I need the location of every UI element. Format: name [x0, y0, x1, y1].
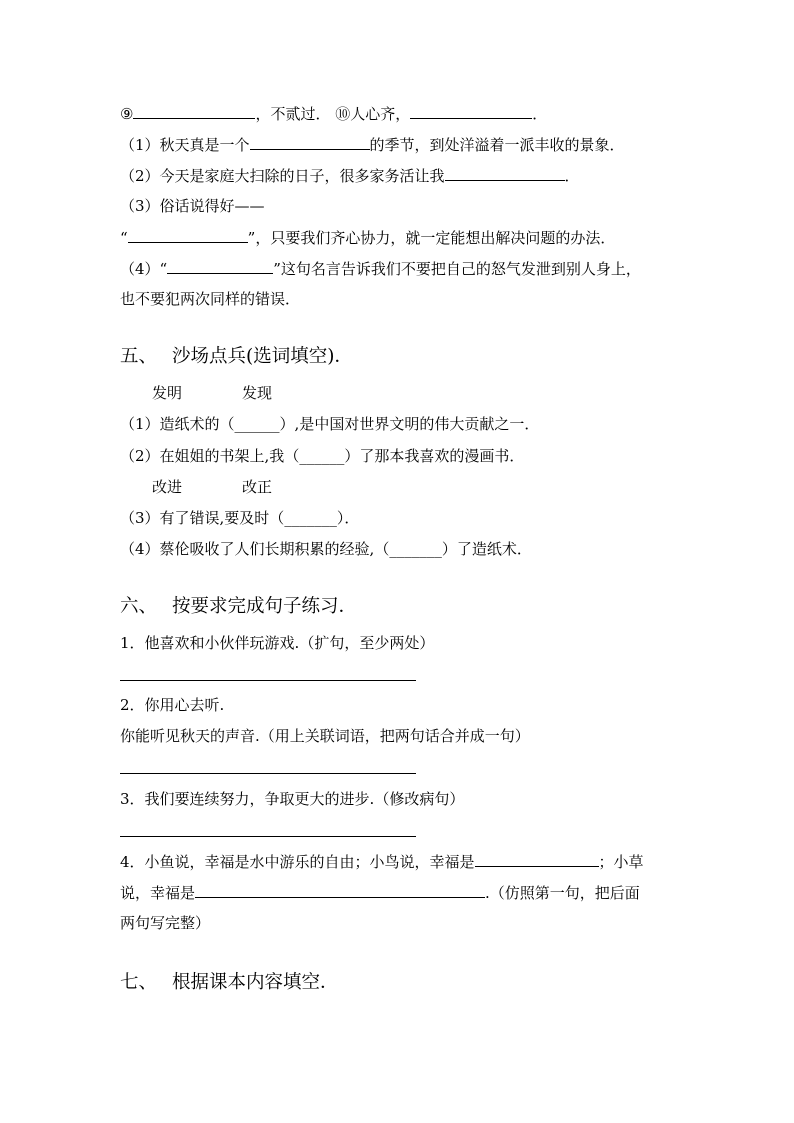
- question-text: ”这句名言告诉我们不要把自己的怒气发泄到别人身上，: [273, 260, 641, 278]
- answer-blank[interactable]: ______: [299, 447, 345, 465]
- open-quote: “: [120, 229, 128, 247]
- answer-blank[interactable]: [475, 850, 599, 867]
- answer-blank[interactable]: [167, 257, 273, 274]
- question-text: ”，只要我们齐心协力，就一定能想出解决问题的办法．: [247, 229, 616, 247]
- question-text: ）了那本我喜欢的漫画书．: [344, 447, 525, 465]
- question-6-4-line3: 两句写完整）: [120, 914, 211, 932]
- word-option: 发明: [152, 384, 183, 402]
- word-choices-1: [152, 382, 272, 404]
- question-text: （2）在姐姐的书架上,我（: [120, 447, 300, 465]
- question-text: （3）有了错误,要及时（: [120, 509, 285, 527]
- question-text: 说，幸福是: [120, 884, 196, 902]
- question-text: ）,是中国对世界文明的伟大贡献之一．: [279, 415, 540, 433]
- question-5-1: [120, 413, 539, 435]
- question-4-3-line1: （3）俗话说得好——: [120, 197, 265, 215]
- question-4-1: [120, 133, 625, 156]
- question-text: 的季节，到处洋溢着一派丰收的景象．: [369, 136, 625, 154]
- word-option: 发现: [242, 384, 273, 402]
- section-number: 五、: [120, 346, 158, 367]
- word-choices-2: [152, 476, 272, 498]
- answer-blank[interactable]: [250, 133, 370, 150]
- section-5-heading: [120, 344, 353, 370]
- item-9-number: ⑨: [120, 105, 134, 123]
- period: ．: [532, 105, 548, 123]
- section-title: 按要求完成句子练习．: [172, 596, 358, 617]
- question-5-3: [120, 507, 359, 529]
- question-text: （1）造纸术的（: [120, 415, 235, 433]
- word-option: 改进: [152, 478, 183, 496]
- answer-line[interactable]: [120, 836, 416, 837]
- question-4-4-line2: 也不要犯两次同样的错误．: [120, 290, 301, 308]
- question-5-4: [120, 538, 532, 560]
- section-number: 七、: [120, 972, 158, 993]
- question-text: ）．: [336, 509, 360, 527]
- question-6-2-line2: 你能听见秋天的声音.（用上关联词语，把两句话合并成一句）: [120, 727, 530, 745]
- question-4-4-line1: [120, 257, 641, 280]
- section-number: 六、: [120, 596, 158, 617]
- question-text: ；小草: [598, 853, 644, 871]
- section-title: 根据课本内容填空．: [172, 972, 339, 993]
- question-5-2: [120, 445, 524, 467]
- answer-line[interactable]: [120, 773, 416, 774]
- item-10-text: ⑩人心齐，: [335, 105, 411, 123]
- question-6-2-line1: 2．你用心去听.: [120, 696, 225, 714]
- question-text: （4）蔡伦吸收了人们长期积累的经验,（: [120, 540, 390, 558]
- question-text: .（仿照第一句，把后面: [485, 884, 640, 902]
- word-option: 改正: [242, 478, 273, 496]
- question-4-3-line2: [120, 226, 615, 249]
- answer-blank[interactable]: [128, 226, 248, 243]
- question-4-2: [120, 164, 580, 187]
- question-text: ．: [564, 167, 580, 185]
- answer-line[interactable]: [120, 680, 416, 681]
- question-6-1: 1．他喜欢和小伙伴玩游戏.（扩句，至少两处）: [120, 634, 435, 652]
- fill-line-9-10: [120, 102, 547, 125]
- answer-blank[interactable]: ______: [234, 415, 280, 433]
- question-text: （2）今天是家庭大扫除的日子，很多家务活让我: [120, 167, 445, 185]
- answer-blank[interactable]: [195, 881, 485, 898]
- question-text: 4．小鱼说，幸福是水中游乐的自由；小鸟说，幸福是: [120, 853, 475, 871]
- item-9-text: ，不贰过．: [255, 105, 331, 123]
- section-6-heading: [120, 594, 357, 620]
- question-6-3: 3．我们要连续努力，争取更大的进步.（修改病句）: [120, 790, 465, 808]
- answer-blank[interactable]: _______: [284, 509, 337, 527]
- answer-blank[interactable]: _______: [389, 540, 442, 558]
- answer-blank[interactable]: [133, 102, 255, 119]
- question-text: （1）秋天真是一个: [120, 136, 250, 154]
- question-6-4-line2: [120, 881, 640, 904]
- question-text: ）了造纸术．: [441, 540, 532, 558]
- question-6-4-line1: [120, 850, 644, 873]
- section-7-heading: [120, 970, 339, 996]
- answer-blank[interactable]: [410, 102, 532, 119]
- section-title: 沙场点兵(选词填空)．: [172, 346, 353, 367]
- answer-blank[interactable]: [445, 164, 565, 181]
- question-text: （4）“: [120, 260, 168, 278]
